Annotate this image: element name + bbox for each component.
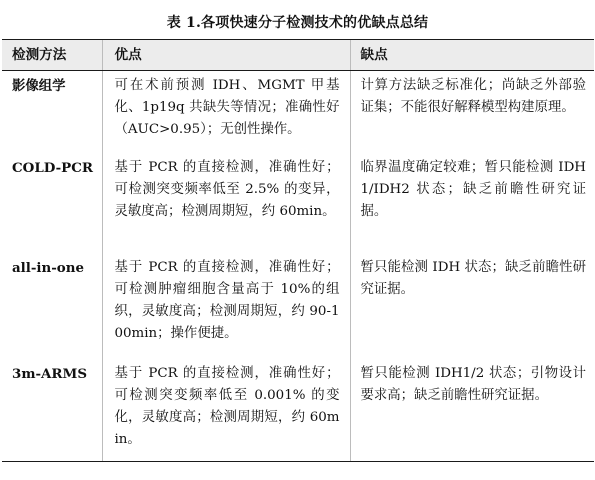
method-cell: 影像组学 — [12, 78, 66, 94]
table-header — [2, 40, 594, 71]
disadvantages-cell: 临界温度确定较难；暂只能检测 IDH1/IDH2 状态；缺乏前瞻性研究证据。 — [350, 153, 594, 253]
advantages-cell: 基于 PCR 的直接检测，准确性好；可检测肿瘤细胞含量高于 10%的组织，灵敏度高；检测周期短，约 90-100min；操作便捷。 — [102, 253, 350, 359]
disadvantages-cell: 暂只能检测 IDH1/2 状态；引物设计要求高；缺乏前瞻性研究证据。 — [350, 359, 594, 462]
header-row — [2, 40, 594, 71]
header-method: 检测方法 — [2, 40, 102, 71]
table-row — [2, 71, 594, 154]
disadvantages-cell: 暂只能检测 IDH 状态；缺乏前瞻性研究证据。 — [350, 253, 594, 359]
advantages-cell: 可在术前预测 IDH、MGMT 甲基化、1p19q 共缺失等情况；准确性好（AUC>0.95）；无创性操作。 — [102, 71, 350, 154]
disadvantages-cell: 计算方法缺乏标准化；尚缺乏外部验证集；不能很好解释模型构建原理。 — [350, 71, 594, 154]
table-row — [2, 253, 594, 359]
header-advantages: 优点 — [102, 40, 350, 71]
method-cell: COLD-PCR — [12, 160, 94, 176]
method-cell: 3m-ARMS — [2, 359, 102, 462]
advantages-cell: 基于 PCR 的直接检测，准确性好；可检测突变频率低至 2.5% 的变异，灵敏度高；检测周期短，约 60min。 — [102, 153, 350, 253]
table-body — [2, 71, 594, 462]
table-caption: 表 1.各项快速分子检测技术的优缺点总结 — [166, 15, 429, 31]
advantages-cell: 基于 PCR 的直接检测，准确性好；可检测突变频率低至 0.001% 的变化，灵敏度高；检测周期短，约 60min。 — [102, 359, 350, 462]
table-row — [2, 153, 594, 253]
comparison-table — [2, 39, 594, 462]
table-row — [2, 359, 594, 462]
method-cell: all-in-one — [12, 260, 84, 276]
header-disadvantages: 缺点 — [350, 40, 594, 71]
